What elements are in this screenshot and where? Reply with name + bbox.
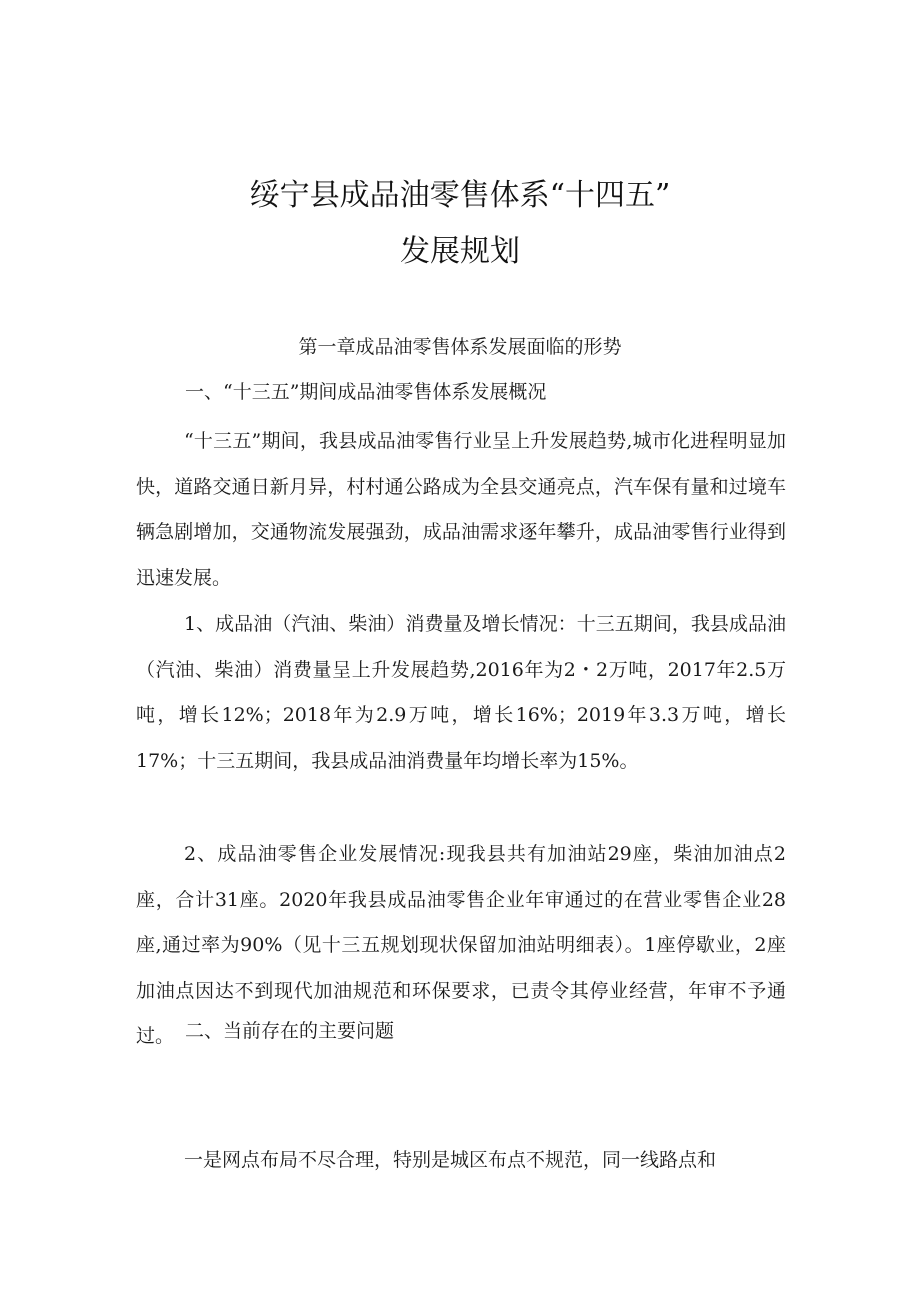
- paragraph-text: 2、成品油零售企业发展情况:现我县共有加油站29座，柴油加油点2座，合计31座。2020年我县成品油零售企业年审通过的在营业零售企业28座,通过率为90%（见十三五规划现状保留加油站明细表）。1座停歇业，2座加油点因达不到现代加油规范和环保要求，已责令其停业经营，年审不予通过。: [136, 843, 786, 1048]
- chapter-heading: 第一章成品油零售体系发展面临的形势: [298, 336, 622, 358]
- paragraph-problems: [136, 1138, 786, 1184]
- section-heading-2: 二、当前存在的主要问题: [185, 1020, 395, 1042]
- title-line-1: 绥宁县成品油零售体系“十四五”: [249, 178, 671, 213]
- title-line-2: 发展规划: [400, 234, 520, 269]
- section-heading-1: 一、“十三五”期间成品油零售体系发展概况: [185, 381, 547, 403]
- paragraph-text: “十三五”期间，我县成品油零售行业呈上升发展趋势,城市化进程明显加快，道路交通日新月异，村村通公路成为全县交通亮点，汽车保有量和过境车辆急剧增加，交通物流发展强劲，成品油需求逐年攀升，成品油零售行业得到迅速发展。: [136, 430, 786, 589]
- paragraph-text: 一是网点布局不尽合理，特别是城区布点不规范，同一线路点和: [184, 1149, 717, 1171]
- document-title: [0, 168, 920, 280]
- paragraph-overview: [136, 419, 786, 601]
- paragraph-consumption: [136, 602, 786, 784]
- paragraph-text: 1、成品油（汽油、柴油）消费量及增长情况：十三五期间，我县成品油（汽油、柴油）消费量呈上升发展趋势,2016年为2・2万吨，2017年2.5万吨，增长12%；2018年为2.9万吨，增长16%；2019年3.3万吨，增长17%；十三五期间，我县成品油消费量年均增长率为15%。: [136, 613, 786, 772]
